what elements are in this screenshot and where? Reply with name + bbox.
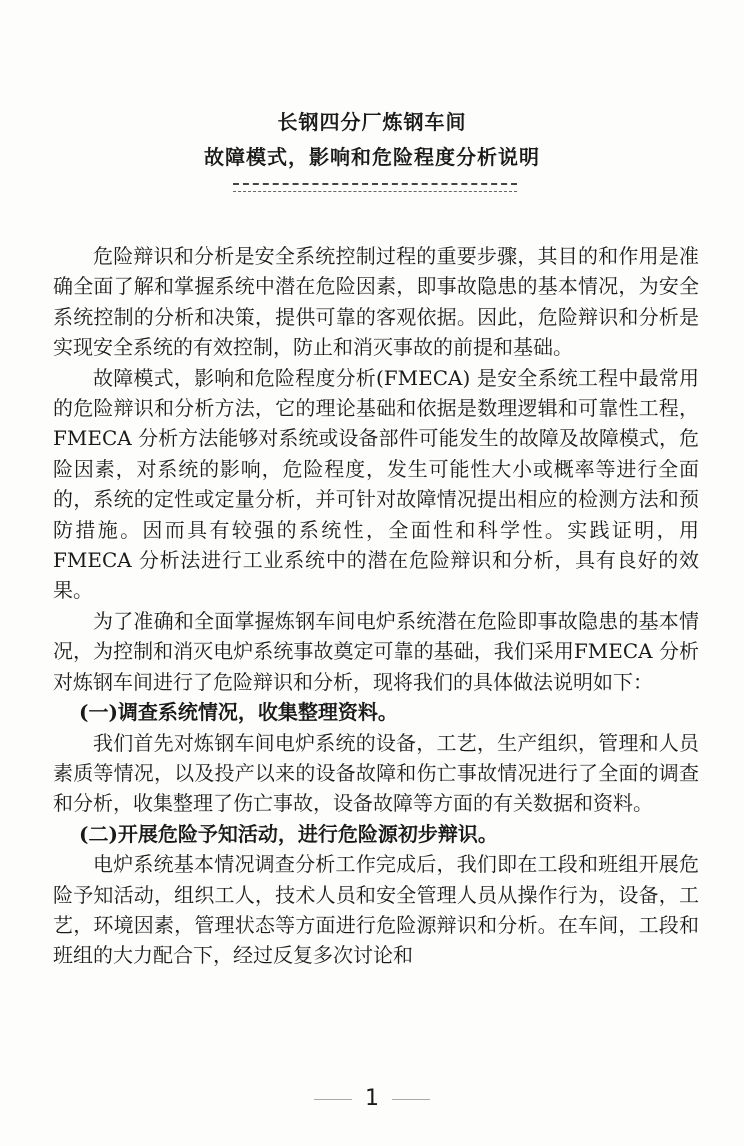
paragraph-purpose: 为了准确和全面掌握炼钢车间电炉系统潜在危险即事故隐患的基本情况，为控制和消灭电炉系统事故奠定可靠的基础，我们采用FMECA 分析对炼钢车间进行了危险辩识和分析，现将我们的具体做法说明如下： (53, 608, 699, 694)
page-number: 1 (365, 1086, 379, 1111)
paragraph-section-1: 我们首先对炼钢车间电炉系统的设备，工艺，生产组织，管理和人员素质等情况，以及投产以来的设备故障和伤亡事故情况进行了全面的调查和分析，收集整理了伤亡事故，设备故障等方面的有关数据和资料。 (53, 730, 699, 816)
section-heading-2: (二)开展危险予知活动，进行危险源初步辩识。 (79, 821, 498, 846)
section-heading-1: (一)调查系统情况，收集整理资料。 (79, 700, 398, 725)
footer-right-rule (392, 1099, 430, 1100)
document-body (53, 241, 699, 971)
paragraph-intro: 危险辩识和分析是安全系统控制过程的重要步骤，其目的和作用是准确全面了解和掌握系统中潜在危险因素，即事故隐患的基本情况，为安全系统控制的分析和决策，提供可靠的客观依据。因此，危险辩识和分析是实现安全系统的有效控制，防止和消灭事故的前提和基础。 (53, 244, 699, 360)
title-divider (233, 183, 517, 192)
document-title: 长钢四分厂炼钢车间 (277, 110, 467, 134)
page-footer (0, 1086, 744, 1111)
paragraph-section-2: 电炉系统基本情况调查分析工作完成后，我们即在工段和班组开展危险予知活动，组织工人，技术人员和安全管理人员从操作行为，设备，工艺，环境因素，管理状态等方面进行危险源辩识和分析。在车间，工段和班组的大力配合下，经过反复多次讨论和 (53, 852, 699, 968)
paragraph-fmeca: 故障模式，影响和危险程度分析(FMECA) 是安全系统工程中最常用的危险辩识和分析方法，它的理论基础和依据是数理逻辑和可靠性工程，FMECA 分析方法能够对系统或设备部件可能发生的故障及故障模式，危险因素，对系统的影响，危险程度，发生可能性大小或概率等进行全面的，系统的定性或定量分析，并可针对故障情况提出相应的检测方法和预防措施。因而具有较强的系统性，全面性和科学性。实践证明，用FMECA 分析法进行工业系统中的潜在危险辩识和分析，具有良好的效果。 (53, 365, 699, 603)
document-subtitle: 故障模式，影响和危险程度分析说明 (204, 145, 540, 169)
footer-left-rule (314, 1099, 352, 1100)
